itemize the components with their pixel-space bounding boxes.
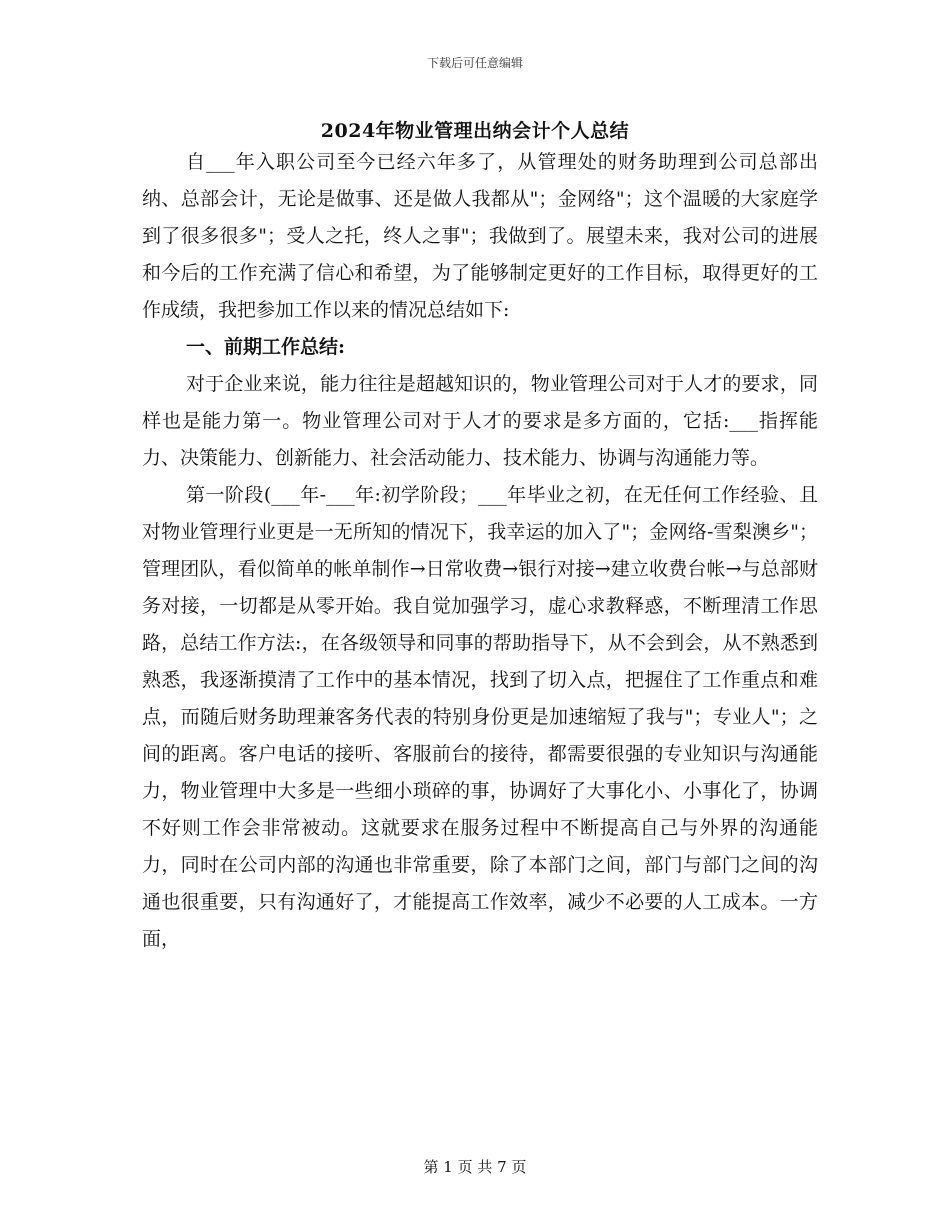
document-body [142,144,818,958]
body-paragraph: 第一阶段(___年-___年:初学阶段；___年毕业之初，在无任何工作经验、且对物业管理行业更是一无所知的情况下，我幸运的加入了"；金网络-雪梨澳乡"；管理团队，看似简单的帐单制作→日常收费→银行对接→建立收费台帐→与总部财务对接，一切都是从零开始。我自觉加强学习，虚心求教释惑，不断理清工作思路，总结工作方法:，在各级领导和同事的帮助指导下，从不会到会，从不熟悉到熟悉，我逐渐摸清了工作中的基本情况，找到了切入点，把握住了工作重点和难点，而随后财务助理兼客务代表的特别身份更是加速缩短了我与"；专业人"；之间的距离。客户电话的接听、客服前台的接待，都需要很强的专业知识与沟通能力，物业管理中大多是一些细小琐碎的事，协调好了大事化小、小事化了，协调不好则工作会非常被动。这就要求在服务过程中不断提高自己与外界的沟通能力，同时在公司内部的沟通也非常重要，除了本部门之间，部门与部门之间的沟通也很重要，只有沟通好了，才能提高工作效率，减少不必要的人工成本。一方面， [142,484,818,950]
page-number: 第 1 页 共 7 页 [423,1158,527,1176]
body-paragraph: 对于企业来说，能力往往是超越知识的，物业管理公司对于人才的要求，同样也是能力第一。物业管理公司对于人才的要求是多方面的，它括:___指挥能力、决策能力、创新能力、社会活动能力、技术能力、协调与沟通能力等。 [142,373,818,469]
intro-paragraph: 自___年入职公司至今已经六年多了，从管理处的财务助理到公司总部出纳、总部会计，无论是做事、还是做人我都从"；金网络"；这个温暖的大家庭学到了很多很多"；受人之托，终人之事"；我做到了。展望未来，我对公司的进展和今后的工作充满了信心和希望，为了能够制定更好的工作目标，取得更好的工作成绩，我把参加工作以来的情况总结如下: [142,151,818,321]
section-heading: 一、前期工作总结: [186,336,346,358]
header-note: 下载后可任意编辑 [426,56,523,70]
document-title: 2024年物业管理出纳会计个人总结 [320,120,630,142]
